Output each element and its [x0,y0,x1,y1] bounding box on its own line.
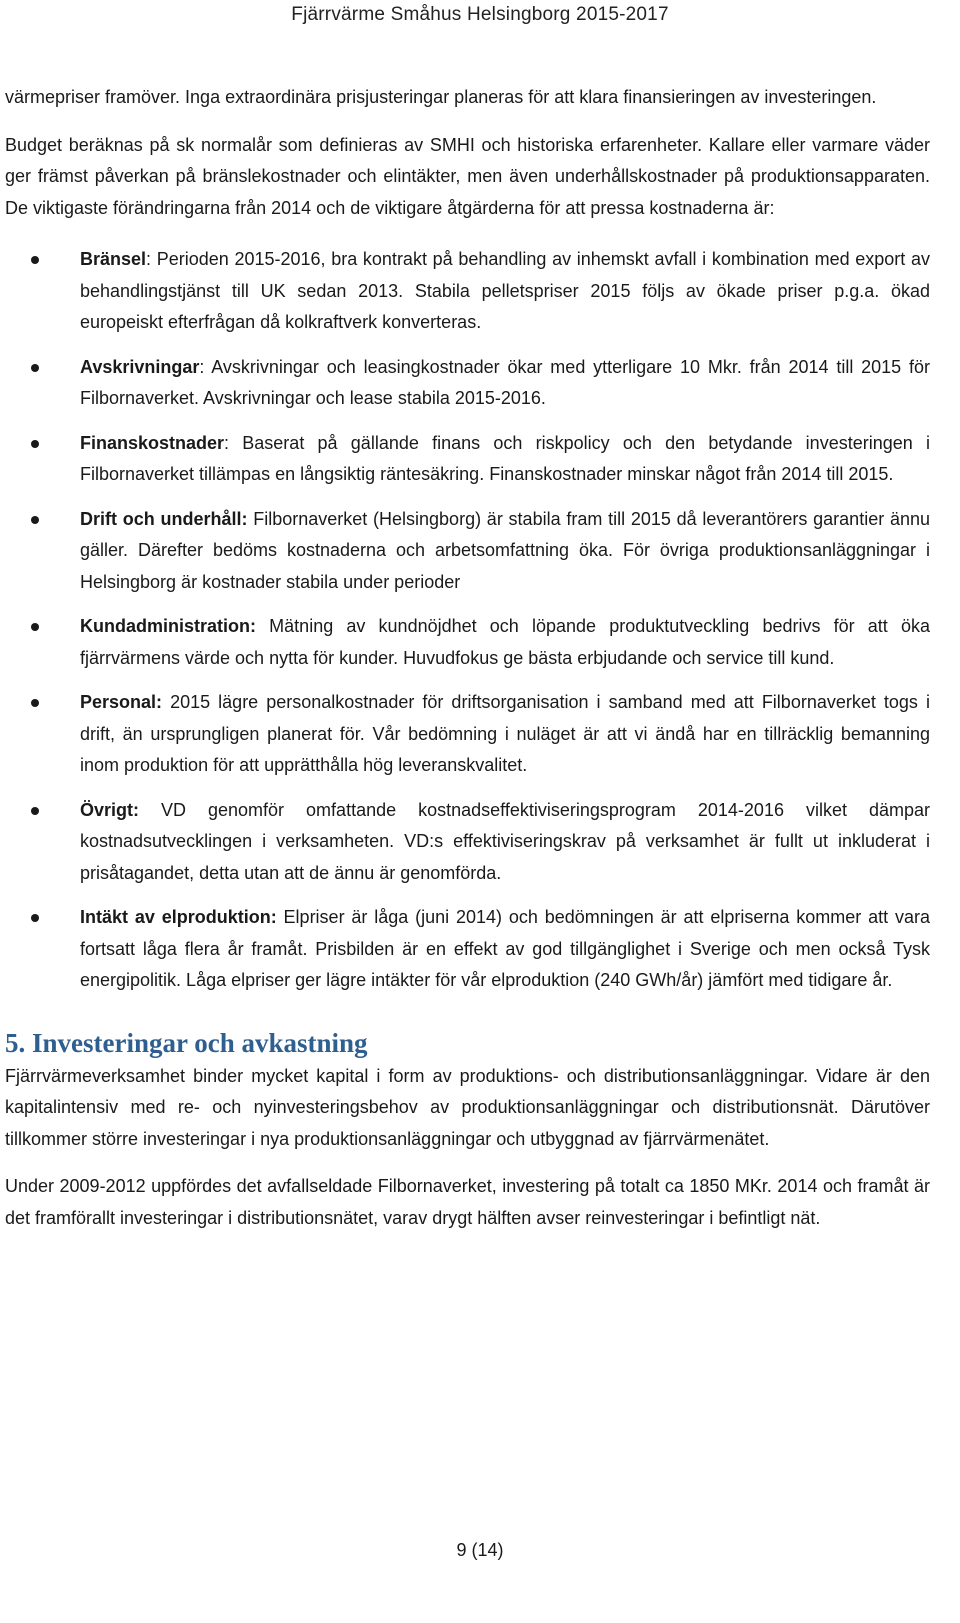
list-item-separator [162,692,170,712]
list-item-term: Intäkt av elproduktion: [80,907,277,927]
section-paragraph-1: Fjärrvärmeverksamhet binder mycket kapital i form av produktions- och distributionsanläggningar. Vidare är den kapitalintensiv med re- och nyinvesteringsbehov av produktionsanläggningar och distributionsnät. Därutöver tillkommer större investeringar i nya produktionsanläggningar och utbyggnad av fjärrvärmenätet. [5,1065,930,1149]
list-item-separator: : [146,249,157,269]
section-heading: 5. Investeringar och avkastning [5,1027,368,1058]
bullet-icon [31,807,39,815]
page-number: 9 (14) [456,1540,504,1560]
list-item [5,244,930,339]
list-item-text: Avskrivningar och leasingkostnader ökar med ytterligare 10 Mkr. från 2014 till 2015 för Filbornaverket. Avskrivningar och lease stabila 2015-2016. [80,356,930,408]
page-header: Fjärrvärme Småhus Helsingborg 2015-2017 [291,4,669,25]
list-item-term: Övrigt: [80,799,140,820]
bullet-icon [31,914,39,922]
list-item [5,428,930,491]
list-item [5,352,930,415]
bullet-icon [31,623,39,631]
list-item-separator [139,800,161,820]
bullet-icon [31,256,39,264]
list-item [5,504,930,599]
list-item-text: VD genomför omfattande kostnadseffektiviseringsprogram 2014-2016 vilket dämpar kostnadsutvecklingen i verksamheten. VD:s effektiviseringskrav på verksamhet är fullt ut inkluderat i prisåtagandet, detta utan att de ännu är genomförda. [80,799,930,883]
list-item-term: Bränsel [80,249,147,269]
list-item-separator: : [199,356,212,377]
list-item-text: Mätning av kundnöjdhet och löpande produktutveckling bedrivs för att öka fjärrvärmens värde och nytta för kunder. Huvudfokus ge bästa erbjudande och service till kund. [80,616,930,668]
list-item-separator [277,907,284,927]
intro-paragraph-2: Budget beräknas på sk normalår som definieras av SMHI och historiska erfarenheter. Kallare eller varmare väder ger främst påverkan på bränslekostnader och elintäkter, men även underhållskostnader på produktionsapparaten. De viktigaste förändringarna från 2014 och de viktigare åtgärderna för att pressa kostnaderna är: [5,134,930,218]
bullet-icon [31,364,39,372]
bullet-icon [31,440,39,448]
list-item [5,611,930,674]
list-item-term: Avskrivningar [80,356,200,377]
list-item-text: 2015 lägre personalkostnader för driftsorganisation i samband med att Filbornaverket togs i drift, än ursprungligen planerat för. Vår bedömning i nuläget är att vi ändå har en tillräcklig bemanning inom produktion för att upprätthålla hög leveranskvalitet. [80,692,930,775]
list-item-text: Baserat på gällande finans och riskpolicy och den betydande investeringen i Filbornaverket tillämpas en långsiktig räntesäkring. Finanskostnader minskar något från 2014 till 2015. [80,432,930,484]
list-item-separator [256,616,269,636]
list-item [5,795,930,890]
list-item-separator: : [224,432,243,453]
list-item-text: Perioden 2015-2016, bra kontrakt på behandling av inhemskt avfall i kombination med export av behandlingstjänst till UK sedan 2013. Stabila pelletspriser 2015 följs av ökade priser p.g.a. ökad europeiskt efterfrågan då kolkraftverk konverteras. [80,249,930,332]
list-item-term: Kundadministration: [80,616,256,636]
document-body [5,82,930,1234]
list-item [5,687,930,782]
bullet-icon [31,699,39,707]
cost-changes-list [5,244,930,997]
list-item-term: Finanskostnader [80,432,225,453]
bullet-icon [31,516,39,524]
list-item-text: Filbornaverket (Helsingborg) är stabila fram till 2015 då leverantörers garantier ännu gäller. Därefter bedöms kostnaderna och arbetsomfattning öka. För övriga produktionsanläggningar i Helsingborg är kostnader stabila under perioder [80,508,930,592]
section-paragraph-2: Under 2009-2012 uppfördes det avfallseldade Filbornaverket, investering på totalt ca 1850 MKr. 2014 och framåt är det framförallt investeringar i distributionsnätet, varav drygt hälften avser reinvesteringar i befintligt nät. [5,1176,930,1228]
list-item-term: Personal: [80,692,163,712]
list-item-text: Elpriser är låga (juni 2014) och bedömningen är att elpriserna kommer att vara fortsatt låga flera år framåt. Prisbilden är en effekt av god tillgänglighet i Sverige och men också Tysk energipolitik. Låga elpriser ger lägre intäkter för vår elproduktion (240 GWh/år) jämfört med tidigare år. [80,907,930,990]
intro-paragraph-1: värmepriser framöver. Inga extraordinära prisjusteringar planeras för att klara finansieringen av investeringen. [5,87,877,107]
list-item-term: Drift och underhåll: [80,508,248,529]
list-item [5,902,930,997]
